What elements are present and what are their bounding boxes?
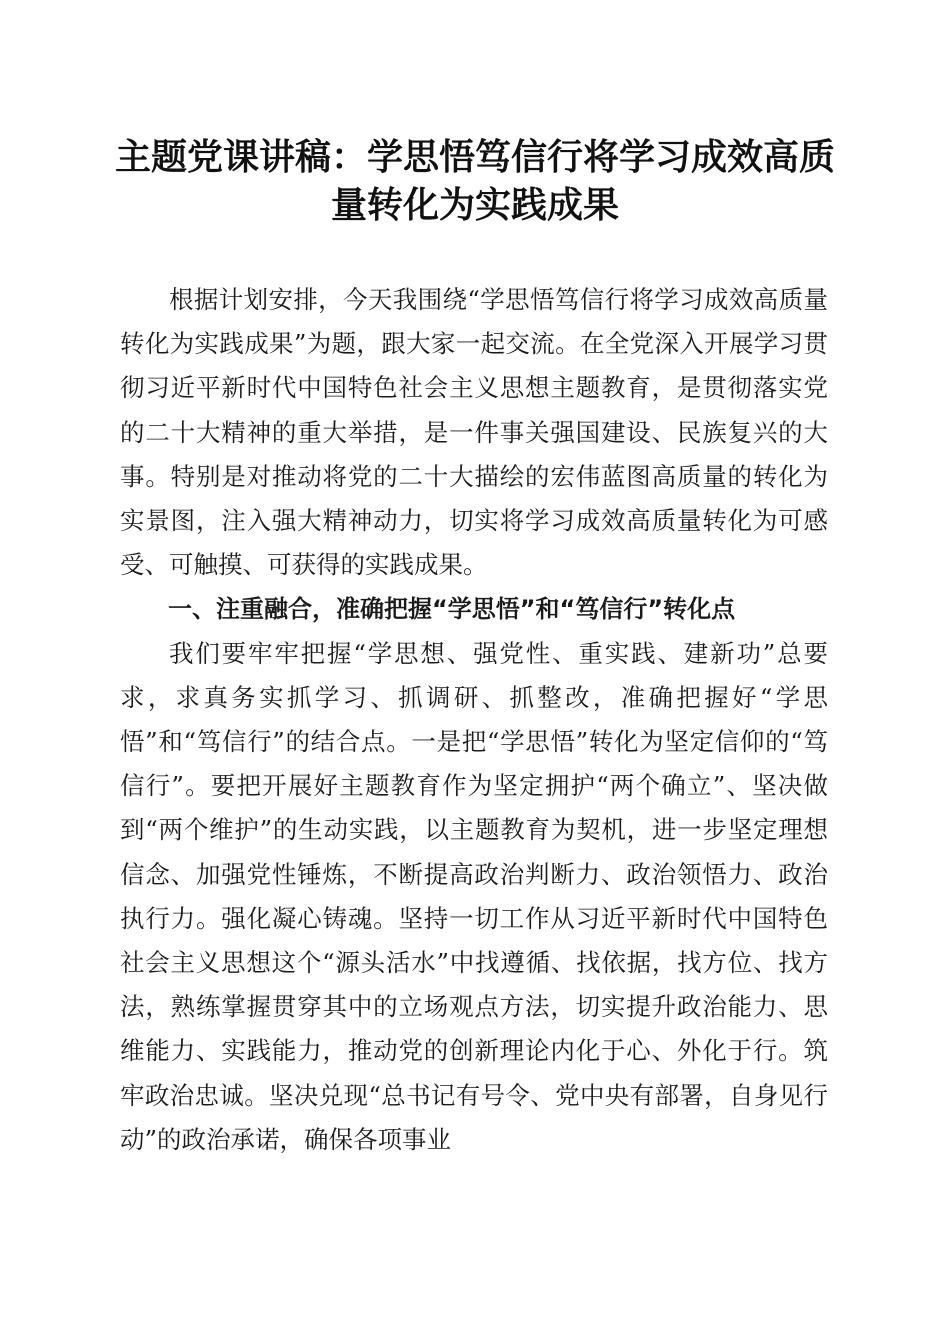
intro-paragraph: 根据计划安排，今天我围绕“学思悟笃信行将学习成效高质量转化为实践成果”为题，跟大家一起交流。在全党深入开展学习贯彻习近平新时代中国特色社会主义思想主题教育，是贯彻落实党的二十大精神的重大举措，是一件事关强国建设、民族复兴的大事。特别是对推动将党的二十大描绘的宏伟蓝图高质量的转化为实景图，注入强大精神动力，切实将学习成效高质量转化为可感受、可触摸、可获得的实践成果。 [120,285,828,580]
section-paragraph: 我们要牢牢把握“学思想、强党性、重实践、建新功”总要求，求真务实抓学习、抓调研、抓整改，准确把握好“学思悟”和“笃信行”的结合点。一是把“学思悟”转化为坚定信仰的“笃信行”。要把开展好主题教育作为坚定拥护“两个确立”、坚决做到“两个维护”的生动实践，以主题教育为契机，进一步坚定理想信念、加强党性锤炼，不断提高政治判断力、政治领悟力、政治执行力。强化凝心铸魂。坚持一切工作从习近平新时代中国特色社会主义思想这个“源头活水”中找遵循、找依据，找方位、找方法，熟练掌握贯穿其中的立场观点方法，切实提升政治能力、思维能力、实践能力，推动党的创新理论内化于心、外化于行。筑牢政治忠诚。坚决兑现“总书记有号令、党中央有部署，自身见行动”的政治承诺，确保各项事业 [120,638,828,1154]
section-heading: 一、注重融合，准确把握“学思悟”和“笃信行”转化点 [168,595,736,624]
document-body [120,278,828,1162]
document-title: 主题党课讲稿：学思悟笃信行将学习成效高质量转化为实践成果 [114,136,835,226]
